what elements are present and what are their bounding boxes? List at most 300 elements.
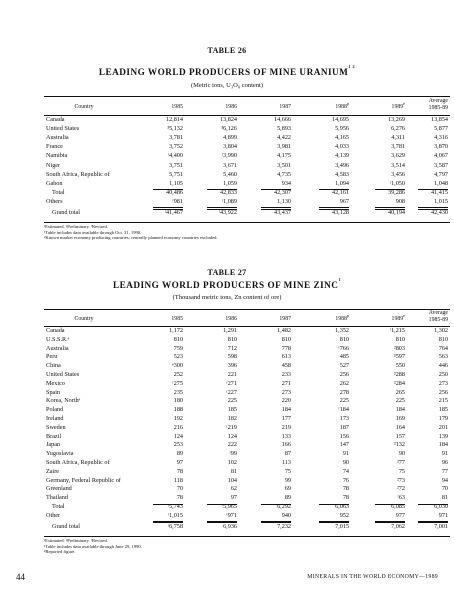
- row-label: Peru: [46, 353, 58, 361]
- footnote: ᵉEstimated. ᵖPreliminary. ʳRevised.: [44, 224, 108, 229]
- table-cell: ²288: [393, 371, 405, 378]
- table-cell: 764: [438, 344, 448, 352]
- table-cell: 6,276: [391, 125, 405, 133]
- table-cell: 940: [281, 511, 291, 519]
- table-cell: ʳ5,965: [221, 503, 237, 510]
- table-cell: 485: [339, 353, 349, 361]
- row-label: South Africa, Republic of: [46, 170, 110, 178]
- table-row: [44, 450, 450, 458]
- table-cell: 215: [438, 397, 448, 405]
- column-header-label: 1988: [335, 104, 347, 110]
- table-cell: 273: [438, 379, 448, 387]
- table-row: [44, 380, 450, 388]
- table-cell: 184: [395, 406, 405, 414]
- row-label: Gabon: [46, 179, 63, 187]
- table-cell: 5,893: [277, 125, 291, 133]
- table-row: [44, 336, 450, 344]
- table-cell: 97: [176, 459, 183, 466]
- table-cell: ʳ766: [338, 344, 349, 352]
- table-row: [44, 353, 450, 361]
- table-cell: 77: [441, 467, 448, 475]
- table-cell: 6,085: [391, 503, 405, 510]
- table-cell: 1,105: [169, 179, 183, 187]
- column-header-1987: [243, 316, 291, 323]
- table-cell: 40,194: [387, 209, 405, 216]
- table-row: [44, 171, 450, 179]
- table-cell: 147: [339, 441, 349, 449]
- table-cell: ²284: [393, 379, 405, 387]
- table-cell: ²132: [393, 441, 405, 449]
- column-header-1985: [135, 104, 183, 111]
- table-cell: 3,496: [335, 161, 349, 169]
- table-cell: 523: [173, 353, 183, 361]
- table-cell: 89: [176, 450, 183, 458]
- table-27-top-rule: [44, 309, 450, 310]
- table-cell: 220: [281, 397, 291, 405]
- column-header-country: Country: [74, 316, 94, 322]
- table-row: [44, 415, 450, 423]
- table-cell: 458: [281, 362, 291, 370]
- footnote: ²Known market economy producing countries; centrally planned economy countries excluded.: [44, 235, 218, 241]
- row-label: Poland: [46, 406, 64, 414]
- table-cell: 118: [173, 476, 183, 484]
- table-cell: 4,165: [335, 134, 349, 142]
- table-cell: 42,430: [430, 209, 448, 216]
- table-cell: 252: [173, 371, 183, 378]
- table-cell: 124: [173, 432, 183, 440]
- table-row: [44, 503, 450, 511]
- column-header-average-line: Average: [428, 310, 448, 316]
- table-cell: 3,870: [434, 143, 448, 151]
- column-header-1987: [243, 104, 291, 111]
- row-label: Canada: [46, 116, 65, 123]
- row-label: Others: [46, 197, 63, 205]
- table-cell: 187: [339, 423, 349, 431]
- table-cell: ᵉ300: [172, 362, 183, 370]
- table-cell: ʳ6,758: [167, 522, 183, 530]
- table-cell: 759: [173, 344, 183, 352]
- page-number: 44: [16, 572, 25, 582]
- table-cell: 91: [441, 450, 448, 458]
- table-cell: 104: [227, 476, 237, 484]
- table-26-number: TABLE 26: [207, 46, 247, 55]
- table-cell: 278: [339, 388, 349, 396]
- table-cell: 4,311: [391, 134, 405, 142]
- column-header-sup: e: [403, 100, 405, 106]
- table-cell: 90: [398, 450, 405, 458]
- table-row: [44, 459, 450, 467]
- table-cell: 43,128: [331, 209, 349, 216]
- table-cell: 89: [284, 494, 291, 502]
- table-cell: 14,695: [331, 116, 349, 123]
- table-row: [44, 345, 450, 353]
- table-cell: 1,130: [277, 197, 291, 205]
- table-27-number: TABLE 27: [207, 268, 247, 277]
- table-cell: 14,666: [273, 116, 291, 123]
- column-header-1989: [357, 100, 405, 111]
- table-cell: 39,286: [387, 188, 405, 196]
- table-cell: 182: [227, 415, 237, 422]
- table-cell: 4,583: [335, 170, 349, 178]
- table-row: [44, 441, 450, 449]
- table-cell: ʳ41,467: [164, 209, 183, 216]
- table-cell: ʳ219: [226, 423, 237, 431]
- column-header-average: [400, 98, 448, 111]
- table-cell: 7,062: [391, 522, 405, 530]
- table-cell: 810: [339, 335, 349, 343]
- column-header-average-line: 1985-89: [428, 316, 448, 323]
- table-cell: 75: [284, 467, 291, 475]
- row-label: United States: [46, 125, 80, 133]
- table-cell: 3,981: [277, 143, 291, 151]
- table-cell: 3,629: [391, 152, 405, 160]
- table-27-title: [0, 276, 454, 290]
- table-cell: 952: [339, 511, 349, 519]
- column-header-1989: [357, 312, 405, 323]
- table-cell: 78: [176, 494, 183, 502]
- table-cell: 97: [230, 494, 237, 502]
- table-cell: 3,514: [391, 161, 405, 169]
- table-cell: 810: [438, 335, 448, 343]
- footnote: ¹Table includes data available through June 29, 1990.: [44, 543, 142, 549]
- table-cell: 6,292: [277, 503, 291, 510]
- table-cell: 219: [281, 423, 291, 431]
- table-cell: 78: [176, 467, 183, 475]
- table-cell: ³5,132: [167, 125, 183, 133]
- table-cell: 3,781: [169, 134, 183, 142]
- table-cell: 235: [173, 388, 183, 396]
- table-cell: ʳ1,215: [389, 327, 405, 334]
- table-cell: 70: [176, 485, 183, 493]
- column-header-label: 1985: [171, 104, 183, 110]
- table-cell: ³6,126: [221, 125, 237, 133]
- table-cell: 185: [227, 406, 237, 414]
- table-cell: ʳ43,922: [218, 209, 237, 216]
- table-cell: 113: [281, 459, 291, 466]
- table-cell: 76: [342, 476, 349, 484]
- table-row: [44, 477, 450, 485]
- table-cell: 527: [339, 362, 349, 370]
- row-label: Ireland: [46, 415, 64, 422]
- row-label: South Africa, Republic of: [46, 459, 110, 466]
- row-label: U.S.S.R.ᵉ: [46, 335, 70, 343]
- table-26-subtitle: (Metric tons, U₃O₈ content): [190, 82, 264, 89]
- table-cell: ²77: [396, 459, 405, 466]
- row-label: Germany, Federal Republic of: [46, 476, 121, 484]
- table-cell: 70: [441, 485, 448, 493]
- table-cell: 184: [438, 441, 448, 449]
- table-cell: ʳ1,015: [167, 511, 183, 519]
- table-cell: 177: [281, 415, 291, 422]
- table-row: [44, 406, 450, 414]
- table-cell: 396: [227, 362, 237, 370]
- table-cell: 4,175: [277, 152, 291, 160]
- column-header-average: [400, 310, 448, 323]
- table-cell: 1,094: [335, 179, 349, 187]
- table-cell: 4,735: [277, 170, 291, 178]
- table-cell: 273: [281, 388, 291, 396]
- table-row: [44, 116, 450, 124]
- table-cell: 778: [281, 344, 291, 352]
- table-cell: 13,854: [430, 116, 448, 123]
- table-cell: 5,877: [434, 125, 448, 133]
- table-26-title-text: LEADING WORLD PRODUCERS OF MINE URANIUM: [98, 67, 349, 77]
- table-26-title: [0, 63, 454, 77]
- footnote: ᵉEstimated. ᵖPreliminary. ʳRevised.: [44, 538, 108, 543]
- table-cell: 4,316: [434, 134, 448, 142]
- table-cell: 90: [342, 459, 349, 466]
- table-cell: 12,814: [165, 116, 183, 123]
- row-label: Canada: [46, 327, 65, 334]
- table-row: [44, 397, 450, 405]
- row-label: Other: [46, 511, 61, 519]
- table-cell: ʳ981: [172, 197, 183, 205]
- table-cell: 613: [281, 353, 291, 361]
- table-cell: 3,752: [169, 143, 183, 151]
- table-cell: 7,015: [335, 522, 349, 530]
- table-row: [44, 485, 450, 493]
- table-cell: 42,833: [219, 188, 237, 196]
- column-header-average-line: Average: [428, 98, 448, 104]
- table-cell: 91: [342, 450, 349, 458]
- table-cell: 99: [284, 476, 291, 484]
- table-26-title-sup: 1 2: [348, 63, 356, 69]
- table-cell: ²597: [393, 353, 405, 361]
- table-row: [44, 209, 450, 217]
- column-header-1986: [189, 104, 237, 111]
- table-cell: 225: [227, 397, 237, 405]
- table-cell: 41,415: [430, 188, 448, 196]
- row-label: China: [46, 362, 61, 370]
- column-header-label: 1986: [225, 104, 237, 110]
- row-label: Total: [52, 188, 65, 196]
- row-label: Greenland: [46, 485, 72, 493]
- table-cell: 179: [438, 415, 448, 422]
- table-cell: 5,751: [169, 170, 183, 178]
- table-cell: 40,486: [165, 188, 183, 196]
- table-cell: 3,501: [277, 161, 291, 169]
- table-cell: 192: [173, 415, 183, 422]
- table-cell: ʳ4,400: [167, 152, 183, 160]
- table-cell: 977: [395, 511, 405, 519]
- table-cell: 13,269: [387, 116, 405, 123]
- table-cell: 967: [339, 197, 349, 205]
- table-cell: 256: [339, 371, 349, 378]
- table-cell: 3,804: [223, 143, 237, 151]
- table-cell: 265: [395, 388, 405, 396]
- table-row: [44, 152, 450, 160]
- column-header-1985: [135, 316, 183, 323]
- table-cell: ʳ63: [397, 494, 405, 502]
- column-header-sup: p: [346, 100, 349, 106]
- table-cell: 256: [438, 388, 448, 396]
- table-cell: 74: [342, 467, 349, 475]
- row-label: Sweden: [46, 423, 66, 431]
- table-cell: 96: [441, 459, 448, 466]
- row-label: France: [46, 143, 63, 151]
- table-cell: ʳ1,089: [221, 197, 237, 205]
- column-header-label: 1986: [225, 316, 237, 322]
- table-row: [44, 362, 450, 370]
- table-cell: ʳ1,050: [389, 179, 405, 187]
- table-cell: 6,936: [223, 522, 237, 530]
- table-cell: 169: [395, 415, 405, 422]
- column-header-label: 1987: [279, 316, 291, 322]
- table-cell: ʳ184: [338, 406, 349, 414]
- column-header-1988: [301, 312, 349, 323]
- table-cell: 810: [395, 335, 405, 343]
- column-header-label: 1987: [279, 104, 291, 110]
- table-27-title-text: LEADING WORLD PRODUCERS OF MINE ZINC: [112, 280, 339, 290]
- running-title: MINERALS IN THE WORLD ECONOMY—1989: [307, 574, 438, 580]
- table-cell: 225: [395, 397, 405, 405]
- column-header-country: Country: [74, 104, 94, 110]
- row-label: Australia: [46, 134, 69, 142]
- table-cell: 971: [438, 511, 448, 519]
- table-cell: 253: [173, 441, 183, 449]
- table-cell: 4,067: [434, 152, 448, 160]
- table-row: [44, 189, 450, 197]
- table-cell: 4,139: [335, 152, 349, 160]
- table-cell: 3,671: [223, 161, 237, 169]
- table-cell: 221: [227, 371, 237, 378]
- column-header-label: 1985: [171, 316, 183, 322]
- table-cell: ʳ99: [229, 450, 237, 458]
- table-cell: 156: [339, 432, 349, 440]
- table-cell: 5,956: [335, 125, 349, 133]
- table-cell: 446: [438, 362, 448, 370]
- table-cell: 7,232: [277, 522, 291, 530]
- table-cell: 3,751: [169, 161, 183, 169]
- table-cell: 262: [339, 379, 349, 387]
- table-cell: 1,015: [434, 197, 448, 205]
- table-cell: 173: [339, 415, 349, 422]
- row-label: Yugoslavia: [46, 450, 74, 458]
- table-cell: 102: [227, 459, 237, 466]
- row-label: Niger: [46, 161, 61, 169]
- table-cell: 4,899: [223, 134, 237, 142]
- table-row: [44, 125, 450, 133]
- table-cell: 563: [438, 353, 448, 361]
- table-cell: 94: [441, 476, 448, 484]
- table-cell: 1,059: [223, 179, 237, 187]
- table-cell: ʳ971: [226, 511, 237, 519]
- table-row: [44, 162, 450, 170]
- table-cell: 3,456: [391, 170, 405, 178]
- row-label: Korea, Northᵉ: [46, 397, 81, 405]
- table-row: [44, 523, 450, 531]
- table-cell: 78: [342, 485, 349, 493]
- row-label: Zaire: [46, 467, 60, 475]
- footnote: ¹Table includes data available through Oct. 31, 1990.: [44, 229, 142, 235]
- table-cell: 1,352: [335, 327, 349, 334]
- table-cell: 6,063: [335, 503, 349, 510]
- table-cell: 6,030: [434, 503, 448, 510]
- column-header-sup: p: [346, 312, 349, 318]
- table-cell: 4,797: [434, 170, 448, 178]
- table-cell: 1,291: [223, 327, 237, 334]
- row-label: Namibia: [46, 152, 68, 160]
- table-cell: 250: [438, 371, 448, 378]
- table-cell: 550: [395, 362, 405, 370]
- table-cell: 3,587: [434, 161, 448, 169]
- column-header-1988: [301, 100, 349, 111]
- table-27-bottom-rule: [44, 536, 450, 537]
- table-cell: 81: [441, 494, 448, 502]
- table-cell: 1,172: [169, 327, 183, 334]
- table-cell: 164: [395, 423, 405, 431]
- column-header-label: 1989: [391, 316, 404, 322]
- table-cell: 75: [398, 467, 405, 475]
- table-cell: ʳ275: [172, 379, 183, 387]
- column-header-sup: e: [403, 312, 405, 318]
- table-27-subtitle: (Thousand metric tons, Zn content of ore): [172, 294, 282, 301]
- table-cell: ʳ227: [226, 388, 237, 396]
- table-cell: 598: [227, 353, 237, 361]
- table-cell: 62: [230, 485, 237, 493]
- table-cell: 222: [227, 441, 237, 449]
- table-cell: ²803: [393, 344, 405, 352]
- table-cell: 188: [173, 406, 183, 414]
- table-cell: 124: [227, 432, 237, 440]
- table-cell: 908: [395, 197, 405, 205]
- row-label: Spain: [46, 388, 61, 396]
- table-cell: ²73: [396, 476, 405, 484]
- table-row: [44, 424, 450, 432]
- table-cell: 1,048: [434, 179, 448, 187]
- table-row: [44, 512, 450, 520]
- table-cell: 78: [342, 494, 349, 502]
- column-header-label: 1988: [335, 316, 347, 322]
- table-cell: ʳ5,743: [167, 503, 183, 510]
- table-row: [44, 198, 450, 206]
- table-cell: 7,001: [434, 522, 448, 530]
- table-cell: 216: [173, 423, 183, 431]
- column-header-average-line: 1985-89: [428, 104, 448, 111]
- row-label: Mexico: [46, 379, 65, 387]
- table-cell: 180: [173, 397, 183, 405]
- table-row: [44, 389, 450, 397]
- table-cell: 43,437: [273, 209, 291, 216]
- table-row: [44, 143, 450, 151]
- table-cell: 712: [227, 344, 237, 352]
- table-cell: 133: [281, 432, 291, 440]
- table-cell: ʳ3,990: [221, 152, 237, 160]
- table-cell: 184: [281, 406, 291, 414]
- table-cell: 1,482: [277, 327, 291, 334]
- table-row: [44, 180, 450, 188]
- table-cell: ²72: [396, 485, 405, 493]
- table-cell: 69: [284, 485, 291, 493]
- table-26-top-rule: [44, 96, 450, 97]
- table-cell: 4,422: [277, 134, 291, 142]
- table-cell: 13,824: [219, 116, 237, 123]
- table-26-bottom-rule: [44, 222, 450, 223]
- table-cell: 225: [339, 397, 349, 405]
- table-row: [44, 433, 450, 441]
- table-cell: 87: [284, 450, 291, 458]
- table-cell: 3,781: [391, 143, 405, 151]
- row-label: Brazil: [46, 432, 62, 440]
- table-cell: 166: [281, 441, 291, 449]
- footnote: ²Reported figure.: [44, 549, 76, 555]
- table-cell: 4,033: [335, 143, 349, 151]
- table-row: [44, 494, 450, 502]
- row-label: Grand total: [52, 522, 81, 530]
- table-cell: 810: [227, 335, 237, 343]
- row-label: Grand total: [52, 209, 81, 216]
- table-cell: 201: [438, 423, 448, 431]
